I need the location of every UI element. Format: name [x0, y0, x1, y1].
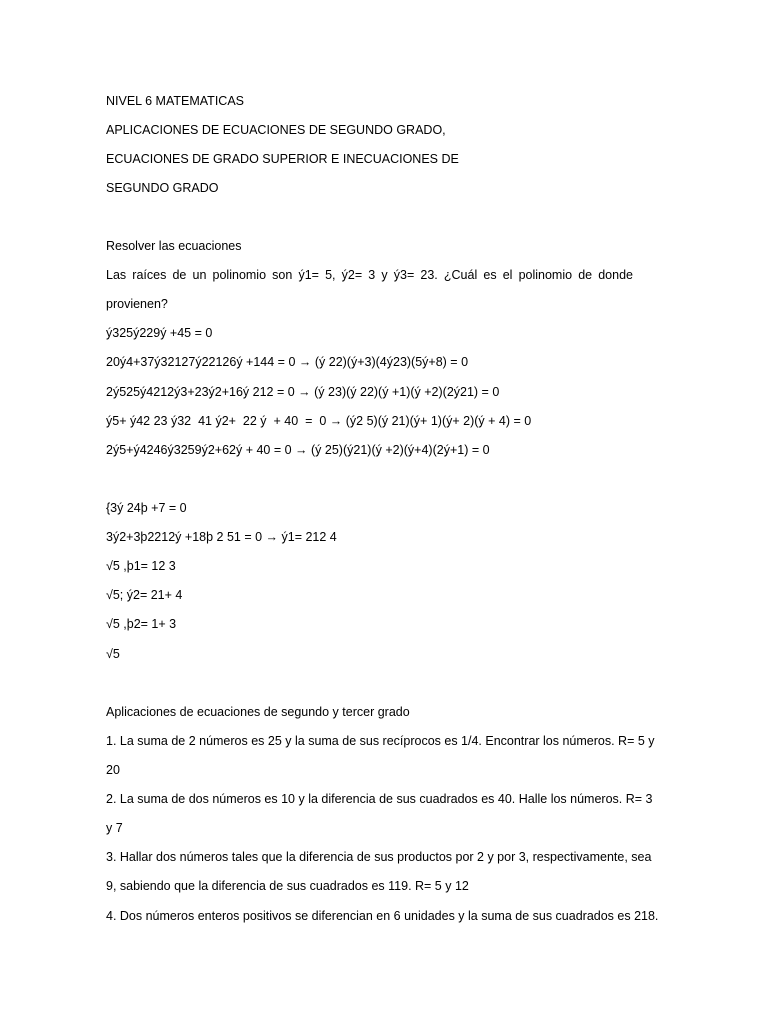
doc-title: NIVEL 6 MATEMATICAS	[106, 94, 244, 108]
doc-subtitle-line-2: ECUACIONES DE GRADO SUPERIOR E INECUACIONES DE	[106, 152, 459, 166]
paragraph-roots-cont: provienen?	[106, 297, 168, 311]
problem-line: 9, sabiendo que la diferencia de sus cuadrados es 119. R= 5 y 12	[106, 879, 469, 893]
system-line: 3ý2+3þ2212ý +18þ 2 51 = 0 → ý1= 212 4	[106, 530, 337, 544]
equation-line: 2ý5+ý4246ý3259ý2+62ý + 40 = 0 → (ý 25)(ý21)(ý +2)(ý+4)(2ý+1) = 0	[106, 443, 490, 457]
problem-line: 2. La suma de dos números es 10 y la diferencia de sus cuadrados es 40. Halle los números. R= 3	[106, 792, 653, 806]
system-line: √5 ,þ1= 12 3	[106, 559, 176, 573]
doc-subtitle-line-1: APLICACIONES DE ECUACIONES DE SEGUNDO GRADO,	[106, 123, 446, 137]
problem-line: y 7	[106, 821, 123, 835]
equation-line: ý5+ ý42 23 ý32 41 ý2+ 22 ý + 40 = 0 → (ý2 5)(ý 21)(ý+ 1)(ý+ 2)(ý + 4) = 0	[106, 414, 532, 428]
equation-line: 20ý4+37ý32127ý22126ý +144 = 0 → (ý 22)(ý+3)(4ý23)(5ý+8) = 0	[106, 355, 469, 369]
doc-subtitle-line-3: SEGUNDO GRADO	[106, 181, 219, 195]
system-line: √5; ý2= 21+ 4	[106, 588, 183, 602]
problem-line: 4. Dos números enteros positivos se diferencian en 6 unidades y la suma de sus cuadrados es 218.	[106, 909, 659, 923]
system-line: {3ý 24þ +7 = 0	[106, 501, 187, 515]
problem-line: 20	[106, 763, 120, 777]
system-line: √5	[106, 647, 120, 661]
system-line: √5 ,þ2= 1+ 3	[106, 617, 177, 631]
paragraph-roots: Las raíces de un polinomio son ý1= 5, ý2= 3 y ý3= 23. ¿Cuál es el polinomio de donde	[106, 268, 633, 282]
section-heading-resolver: Resolver las ecuaciones	[106, 239, 242, 253]
problem-line: 3. Hallar dos números tales que la diferencia de sus productos por 2 y por 3, respectivamente, sea	[106, 850, 652, 864]
equation-line: 2ý525ý4212ý3+23ý2+16ý 212 = 0 → (ý 23)(ý 22)(ý +1)(ý +2)(2ý21) = 0	[106, 385, 500, 399]
section-heading-aplicaciones: Aplicaciones de ecuaciones de segundo y tercer grado	[106, 705, 410, 719]
equation-line: ý325ý229ý +45 = 0	[106, 326, 213, 340]
problem-line: 1. La suma de 2 números es 25 y la suma de sus recíprocos es 1/4. Encontrar los números. R= 5 y	[106, 734, 655, 748]
